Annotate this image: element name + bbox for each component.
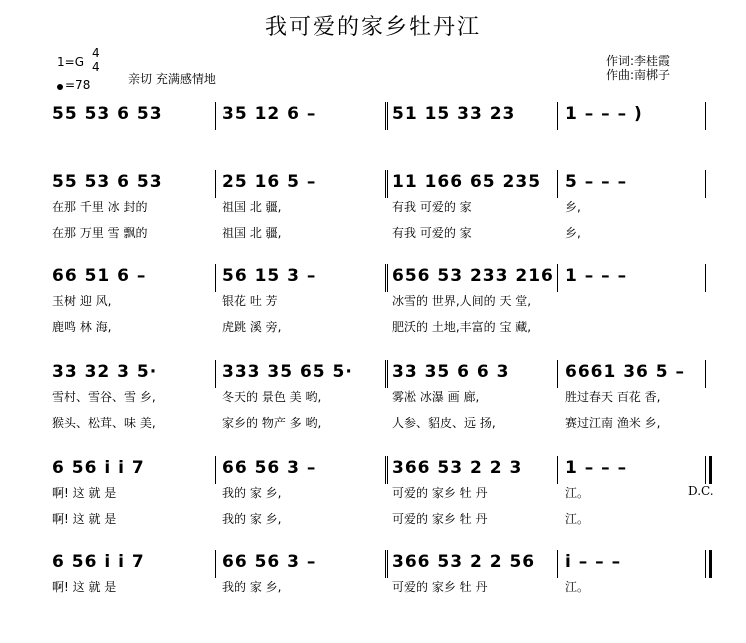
- time-signature-top: 4: [92, 46, 100, 60]
- measure-notes: 333 35 65 5·: [222, 362, 353, 382]
- lyric-line: 乡,: [565, 200, 581, 214]
- bar-line: [557, 550, 558, 578]
- bar-line: [387, 550, 388, 578]
- measure-notes: 1 – – –: [565, 266, 628, 286]
- song-title: 我可爱的家乡牡丹江: [264, 15, 481, 40]
- lyricist: 作词:李桂霞: [606, 54, 671, 68]
- measure-notes: 366 53 2 2 3: [392, 458, 523, 478]
- lyric-line: 乡,: [565, 226, 581, 240]
- final-bar-line: [709, 550, 712, 578]
- measure-notes: 6 56 i i 7: [52, 458, 145, 478]
- measure-notes: 33 32 3 5·: [52, 362, 158, 382]
- key-signature: 1=G: [57, 55, 84, 69]
- measure-notes: 11 166 65 235: [392, 172, 542, 192]
- bar-line: [387, 456, 388, 484]
- bar-line: [705, 264, 706, 292]
- bar-line: [215, 264, 216, 292]
- credits: [606, 54, 670, 82]
- bar-line: [385, 550, 386, 578]
- bar-line: [387, 360, 388, 388]
- lyric-line: 虎跳 溪 旁,: [222, 320, 282, 334]
- bar-line: [215, 170, 216, 198]
- bar-line: [557, 456, 558, 484]
- measure-notes: i – – –: [565, 552, 622, 572]
- measure-notes: 51 15 33 23: [392, 104, 516, 124]
- lyric-line: 祖国 北 疆,: [222, 226, 282, 240]
- measure-notes: 33 35 6 6 3: [392, 362, 510, 382]
- lyric-line: 可爱的 家乡 牡 丹: [392, 512, 488, 526]
- lyric-line: 银花 吐 芳: [222, 294, 278, 308]
- bar-line: [705, 550, 706, 578]
- lyric-line: 雾凇 冰瀑 画 廊,: [392, 390, 480, 404]
- lyric-line: 啊! 这 就 是: [52, 512, 117, 526]
- bar-line: [215, 456, 216, 484]
- lyric-line: 冰雪的 世界,人间的 天 堂,: [392, 294, 532, 308]
- bar-line: [385, 360, 386, 388]
- measure-notes: 6661 36 5 –: [565, 362, 686, 382]
- bar-line: [215, 550, 216, 578]
- time-signature-bottom: 4: [92, 60, 100, 74]
- time-signature: [92, 46, 100, 74]
- bar-line: [705, 170, 706, 198]
- tempo-marking: [57, 78, 90, 92]
- lyric-line: 家乡的 物产 多 哟,: [222, 416, 322, 430]
- measure-notes: 66 56 3 –: [222, 458, 317, 478]
- lyric-line: 有我 可爱的 家: [392, 226, 472, 240]
- lyric-line: 在那 万里 雪 飘的: [52, 226, 148, 240]
- measure-notes: 366 53 2 2 56: [392, 552, 536, 572]
- lyric-line: 江。: [565, 486, 590, 500]
- lyric-line: 肥沃的 土地,丰富的 宝 藏,: [392, 320, 532, 334]
- lyric-line: 玉树 迎 风,: [52, 294, 112, 308]
- lyric-line: 我的 家 乡,: [222, 512, 282, 526]
- measure-notes: 55 53 6 53: [52, 172, 163, 192]
- measure-notes: 6 56 i i 7: [52, 552, 145, 572]
- lyric-line: 可爱的 家乡 牡 丹: [392, 580, 488, 594]
- bar-line: [705, 360, 706, 388]
- measure-notes: 66 51 6 –: [52, 266, 147, 286]
- bar-line: [385, 456, 386, 484]
- bar-line: [557, 264, 558, 292]
- lyric-line: 胜过春天 百花 香,: [565, 390, 661, 404]
- measure-notes: 25 16 5 –: [222, 172, 317, 192]
- lyric-line: 啊! 这 就 是: [52, 486, 117, 500]
- bar-line: [557, 102, 558, 130]
- measure-notes: 35 12 6 –: [222, 104, 317, 124]
- bar-line: [385, 102, 386, 130]
- lyric-line: 有我 可爱的 家: [392, 200, 472, 214]
- bar-line: [215, 360, 216, 388]
- lyric-line: 我的 家 乡,: [222, 486, 282, 500]
- lyric-line: 江。: [565, 580, 590, 594]
- bar-line: [557, 360, 558, 388]
- measure-notes: 656 53 233 216: [392, 266, 554, 286]
- lyric-line: 我的 家 乡,: [222, 580, 282, 594]
- lyric-line: 鹿鸣 林 海,: [52, 320, 112, 334]
- bar-line: [385, 264, 386, 292]
- lyric-line: 赛过江南 渔米 乡,: [565, 416, 661, 430]
- tempo-value: =78: [65, 78, 91, 92]
- measure-notes: 66 56 3 –: [222, 552, 317, 572]
- composer: 作曲:南梆子: [606, 68, 671, 82]
- bar-line: [385, 170, 386, 198]
- bar-line: [387, 102, 388, 130]
- bar-line: [557, 170, 558, 198]
- measure-notes: 56 15 3 –: [222, 266, 317, 286]
- final-bar-line: [709, 456, 712, 484]
- lyric-line: 猴头、松茸、味 美,: [52, 416, 156, 430]
- lyric-line: 在那 千里 冰 封的: [52, 200, 148, 214]
- lyric-line: 可爱的 家乡 牡 丹: [392, 486, 488, 500]
- bar-line: [387, 170, 388, 198]
- lyric-line: 江。: [565, 512, 590, 526]
- lyric-line: 冬天的 景色 美 哟,: [222, 390, 322, 404]
- quarter-note-icon: [57, 84, 63, 90]
- expression-marking: 亲切 充满感情地: [128, 72, 216, 86]
- bar-line: [387, 264, 388, 292]
- measure-notes: 55 53 6 53: [52, 104, 163, 124]
- measure-notes: 1 – – –: [565, 458, 628, 478]
- bar-line: [705, 102, 706, 130]
- bar-line: [215, 102, 216, 130]
- lyric-line: 啊! 这 就 是: [52, 580, 117, 594]
- measure-notes: 5 – – –: [565, 172, 628, 192]
- bar-line: [705, 456, 706, 484]
- lyric-line: 人参、貂皮、远 扬,: [392, 416, 496, 430]
- da-capo-marking: D.C.: [688, 484, 714, 498]
- lyric-line: 祖国 北 疆,: [222, 200, 282, 214]
- lyric-line: 雪村、雪谷、雪 乡,: [52, 390, 156, 404]
- measure-notes: 1 – – – ): [565, 104, 643, 124]
